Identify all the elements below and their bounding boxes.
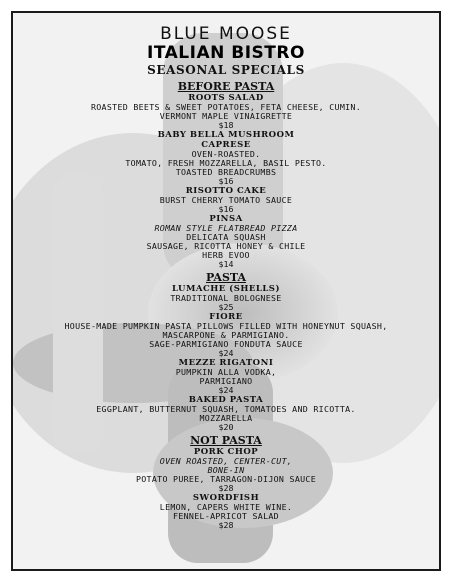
dish-price: $25 — [218, 302, 234, 312]
dish-name: BABY BELLA MUSHROOM — [157, 130, 295, 140]
dish-description: MASCARPONE & PARMIGIANO. — [162, 330, 290, 340]
menu-item — [13, 313, 439, 358]
dish-price: $28 — [218, 483, 234, 493]
menu-sections — [13, 80, 439, 530]
menu-item — [13, 131, 439, 186]
dish-description: LEMON, CAPERS WHITE WINE. — [159, 502, 293, 512]
dish-description: HERB EVOO — [202, 250, 250, 260]
dish-description: FENNEL-APRICOT SALAD — [173, 511, 279, 521]
dish-description: BURST CHERRY TOMATO SAUCE — [159, 195, 293, 205]
dish-description: TRADITIONAL BOLOGNESE — [170, 293, 282, 303]
dish-price: $28 — [218, 520, 234, 530]
dish-name: SWORDFISH — [192, 493, 260, 503]
menu-item — [13, 396, 439, 432]
menu-item — [13, 448, 439, 493]
dish-name: PINSA — [209, 214, 243, 224]
dish-name: PORK CHOP — [193, 447, 259, 457]
dish-description: TOASTED BREADCRUMBS — [175, 167, 277, 177]
section-heading: BEFORE PASTA — [177, 80, 275, 93]
menu-item — [13, 494, 439, 530]
menu-content — [13, 13, 439, 530]
dish-price: $24 — [218, 385, 234, 395]
section-heading: NOT PASTA — [190, 434, 262, 447]
dish-name: RISOTTO CAKE — [185, 186, 267, 196]
menu-item — [13, 215, 439, 269]
dish-description: PUMPKIN ALLA VODKA, — [175, 367, 277, 377]
dish-price: $16 — [218, 176, 234, 186]
dish-price: $20 — [218, 422, 234, 432]
dish-description: TOMATO, FRESH MOZZARELLA, BASIL PESTO. — [125, 158, 327, 168]
dish-description: PARMIGIANO — [199, 376, 253, 386]
dish-name: CAPRESE — [201, 140, 251, 150]
dish-description: ROMAN STYLE FLATBREAD PIZZA — [154, 223, 298, 233]
dish-description: OVEN ROASTED, CENTER-CUT, — [159, 456, 293, 466]
dish-description: ROASTED BEETS & SWEET POTATOES, FETA CHEESE, CUMIN. — [90, 102, 362, 112]
dish-description: HOUSE-MADE PUMPKIN PASTA PILLOWS FILLED WITH HONEYNUT SQUASH, — [64, 321, 388, 331]
dish-price: $14 — [218, 259, 234, 269]
section-heading: PASTA — [205, 271, 247, 284]
dish-name: BAKED PASTA — [188, 395, 264, 405]
dish-description: OVEN-ROASTED. — [191, 149, 261, 159]
dish-name: ROOTS SALAD — [188, 93, 264, 103]
menu-item — [13, 285, 439, 312]
menu-item — [13, 94, 439, 130]
menu-item — [13, 359, 439, 395]
dish-description: MOZZARELLA — [199, 413, 253, 423]
dish-description: BONE-IN — [207, 465, 245, 475]
dish-description: DELICATA SQUASH — [186, 232, 266, 242]
brand-subname: ITALIAN BISTRO — [147, 43, 305, 63]
dish-description: SAUSAGE, RICOTTA HONEY & CHILE — [146, 241, 306, 251]
dish-description: POTATO PUREE, TARRAGON-DIJON SAUCE — [135, 474, 317, 484]
menu-item — [13, 187, 439, 214]
brand-name: BLUE MOOSE — [160, 24, 292, 44]
dish-description: VERMONT MAPLE VINAIGRETTE — [159, 111, 293, 121]
dish-price: $16 — [218, 204, 234, 214]
menu-frame — [11, 11, 441, 571]
dish-name: MEZZE RIGATONI — [178, 358, 274, 368]
dish-description: EGGPLANT, BUTTERNUT SQUASH, TOMATOES AND RICOTTA. — [96, 404, 356, 414]
dish-price: $18 — [218, 120, 234, 130]
dish-name: LUMACHE (SHELLS) — [172, 284, 280, 294]
dish-name: FIORE — [209, 312, 243, 322]
dish-price: $24 — [218, 348, 234, 358]
menu-subtitle: SEASONAL SPECIALS — [147, 63, 305, 77]
dish-description: SAGE-PARMIGIANO FONDUTA SAUCE — [149, 339, 303, 349]
